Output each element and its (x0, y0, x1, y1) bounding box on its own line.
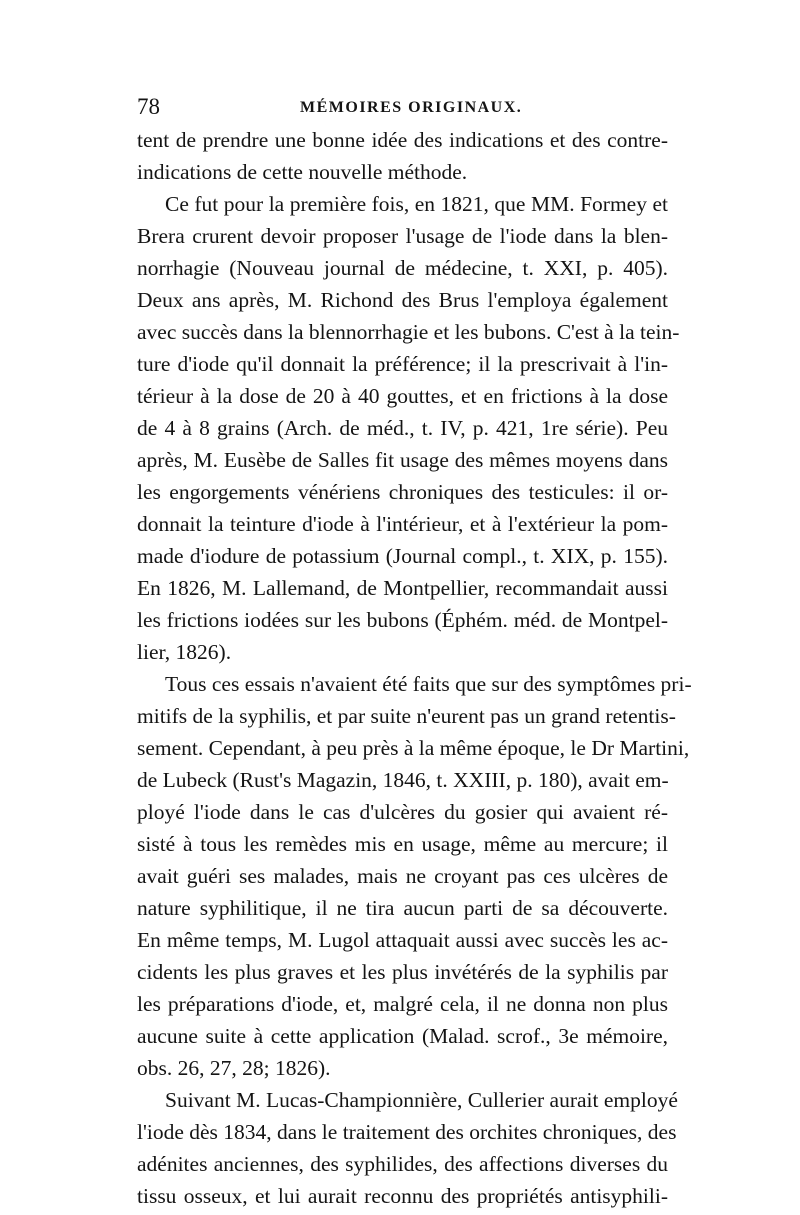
text-line: les frictions iodées sur les bubons (Éphém. méd. de Montpel- (137, 608, 668, 632)
running-head (137, 92, 668, 122)
text-line: made d'iodure de potassium (Journal compl., t. XIX, p. 155). (137, 544, 668, 568)
text-line: les préparations d'iode, et, malgré cela, il ne donna non plus (137, 992, 668, 1016)
text-line: Ce fut pour la première fois, en 1821, que MM. Formey et (165, 192, 668, 216)
text-line: ture d'iode qu'il donnait la préférence; il la prescrivait à l'in- (137, 352, 668, 376)
text-line: ployé l'iode dans le cas d'ulcères du gosier qui avaient ré- (137, 800, 668, 824)
text-line: térieur à la dose de 20 à 40 gouttes, et en frictions à la dose (137, 384, 668, 408)
text-line: tissu osseux, et lui aurait reconnu des propriétés antisyphili- (137, 1184, 668, 1208)
text-line: avait guéri ses malades, mais ne croyant pas ces ulcères de (137, 864, 668, 888)
text-line: avec succès dans la blennorrhagie et les bubons. C'est à la tein- (137, 320, 680, 344)
text-line: de 4 à 8 grains (Arch. de méd., t. IV, p. 421, 1re série). Peu (137, 416, 668, 440)
text-line: sisté à tous les remèdes mis en usage, même au mercure; il (137, 832, 668, 856)
text-line: cidents les plus graves et les plus invétérés de la syphilis par (137, 960, 668, 984)
text-line: Deux ans après, M. Richond des Brus l'employa également (137, 288, 668, 312)
text-line: aucune suite à cette application (Malad. scrof., 3e mémoire, (137, 1024, 668, 1048)
text-line: l'iode dès 1834, dans le traitement des orchites chroniques, des (137, 1120, 677, 1144)
text-line: de Lubeck (Rust's Magazin, 1846, t. XXIII, p. 180), avait em- (137, 768, 669, 792)
text-line: En même temps, M. Lugol attaquait aussi avec succès les ac- (137, 928, 668, 952)
page-number: 78 (137, 94, 160, 119)
text-line: obs. 26, 27, 28; 1826). (137, 1056, 331, 1080)
text-line: indications de cette nouvelle méthode. (137, 160, 468, 184)
text-line: après, M. Eusèbe de Salles fit usage des mêmes moyens dans (137, 448, 668, 472)
text-line: sement. Cependant, à peu près à la même époque, le Dr Martini, (137, 736, 690, 760)
text-line: Suivant M. Lucas-Championnière, Cullerier aurait employé (165, 1088, 678, 1112)
text-line: Brera crurent devoir proposer l'usage de l'iode dans la blen- (137, 224, 668, 248)
text-line: adénites anciennes, des syphilides, des affections diverses du (137, 1152, 668, 1176)
text-line: nature syphilitique, il ne tira aucun parti de sa découverte. (137, 896, 668, 920)
text-line: les engorgements vénériens chroniques des testicules: il or- (137, 480, 668, 504)
text-line: donnait la teinture d'iode à l'intérieur, et à l'extérieur la pom- (137, 512, 668, 536)
body-text (137, 124, 692, 1212)
text-line: Tous ces essais n'avaient été faits que sur des symptômes pri- (165, 672, 692, 696)
text-line: mitifs de la syphilis, et par suite n'eurent pas un grand retentis- (137, 704, 676, 728)
running-title: MÉMOIRES ORIGINAUX. (300, 99, 523, 116)
text-line: tent de prendre une bonne idée des indications et des contre- (137, 128, 668, 152)
text-line: lier, 1826). (137, 640, 232, 664)
text-line: En 1826, M. Lallemand, de Montpellier, recommandait aussi (137, 576, 668, 600)
text-line: norrhagie (Nouveau journal de médecine, t. XXI, p. 405). (137, 256, 668, 280)
